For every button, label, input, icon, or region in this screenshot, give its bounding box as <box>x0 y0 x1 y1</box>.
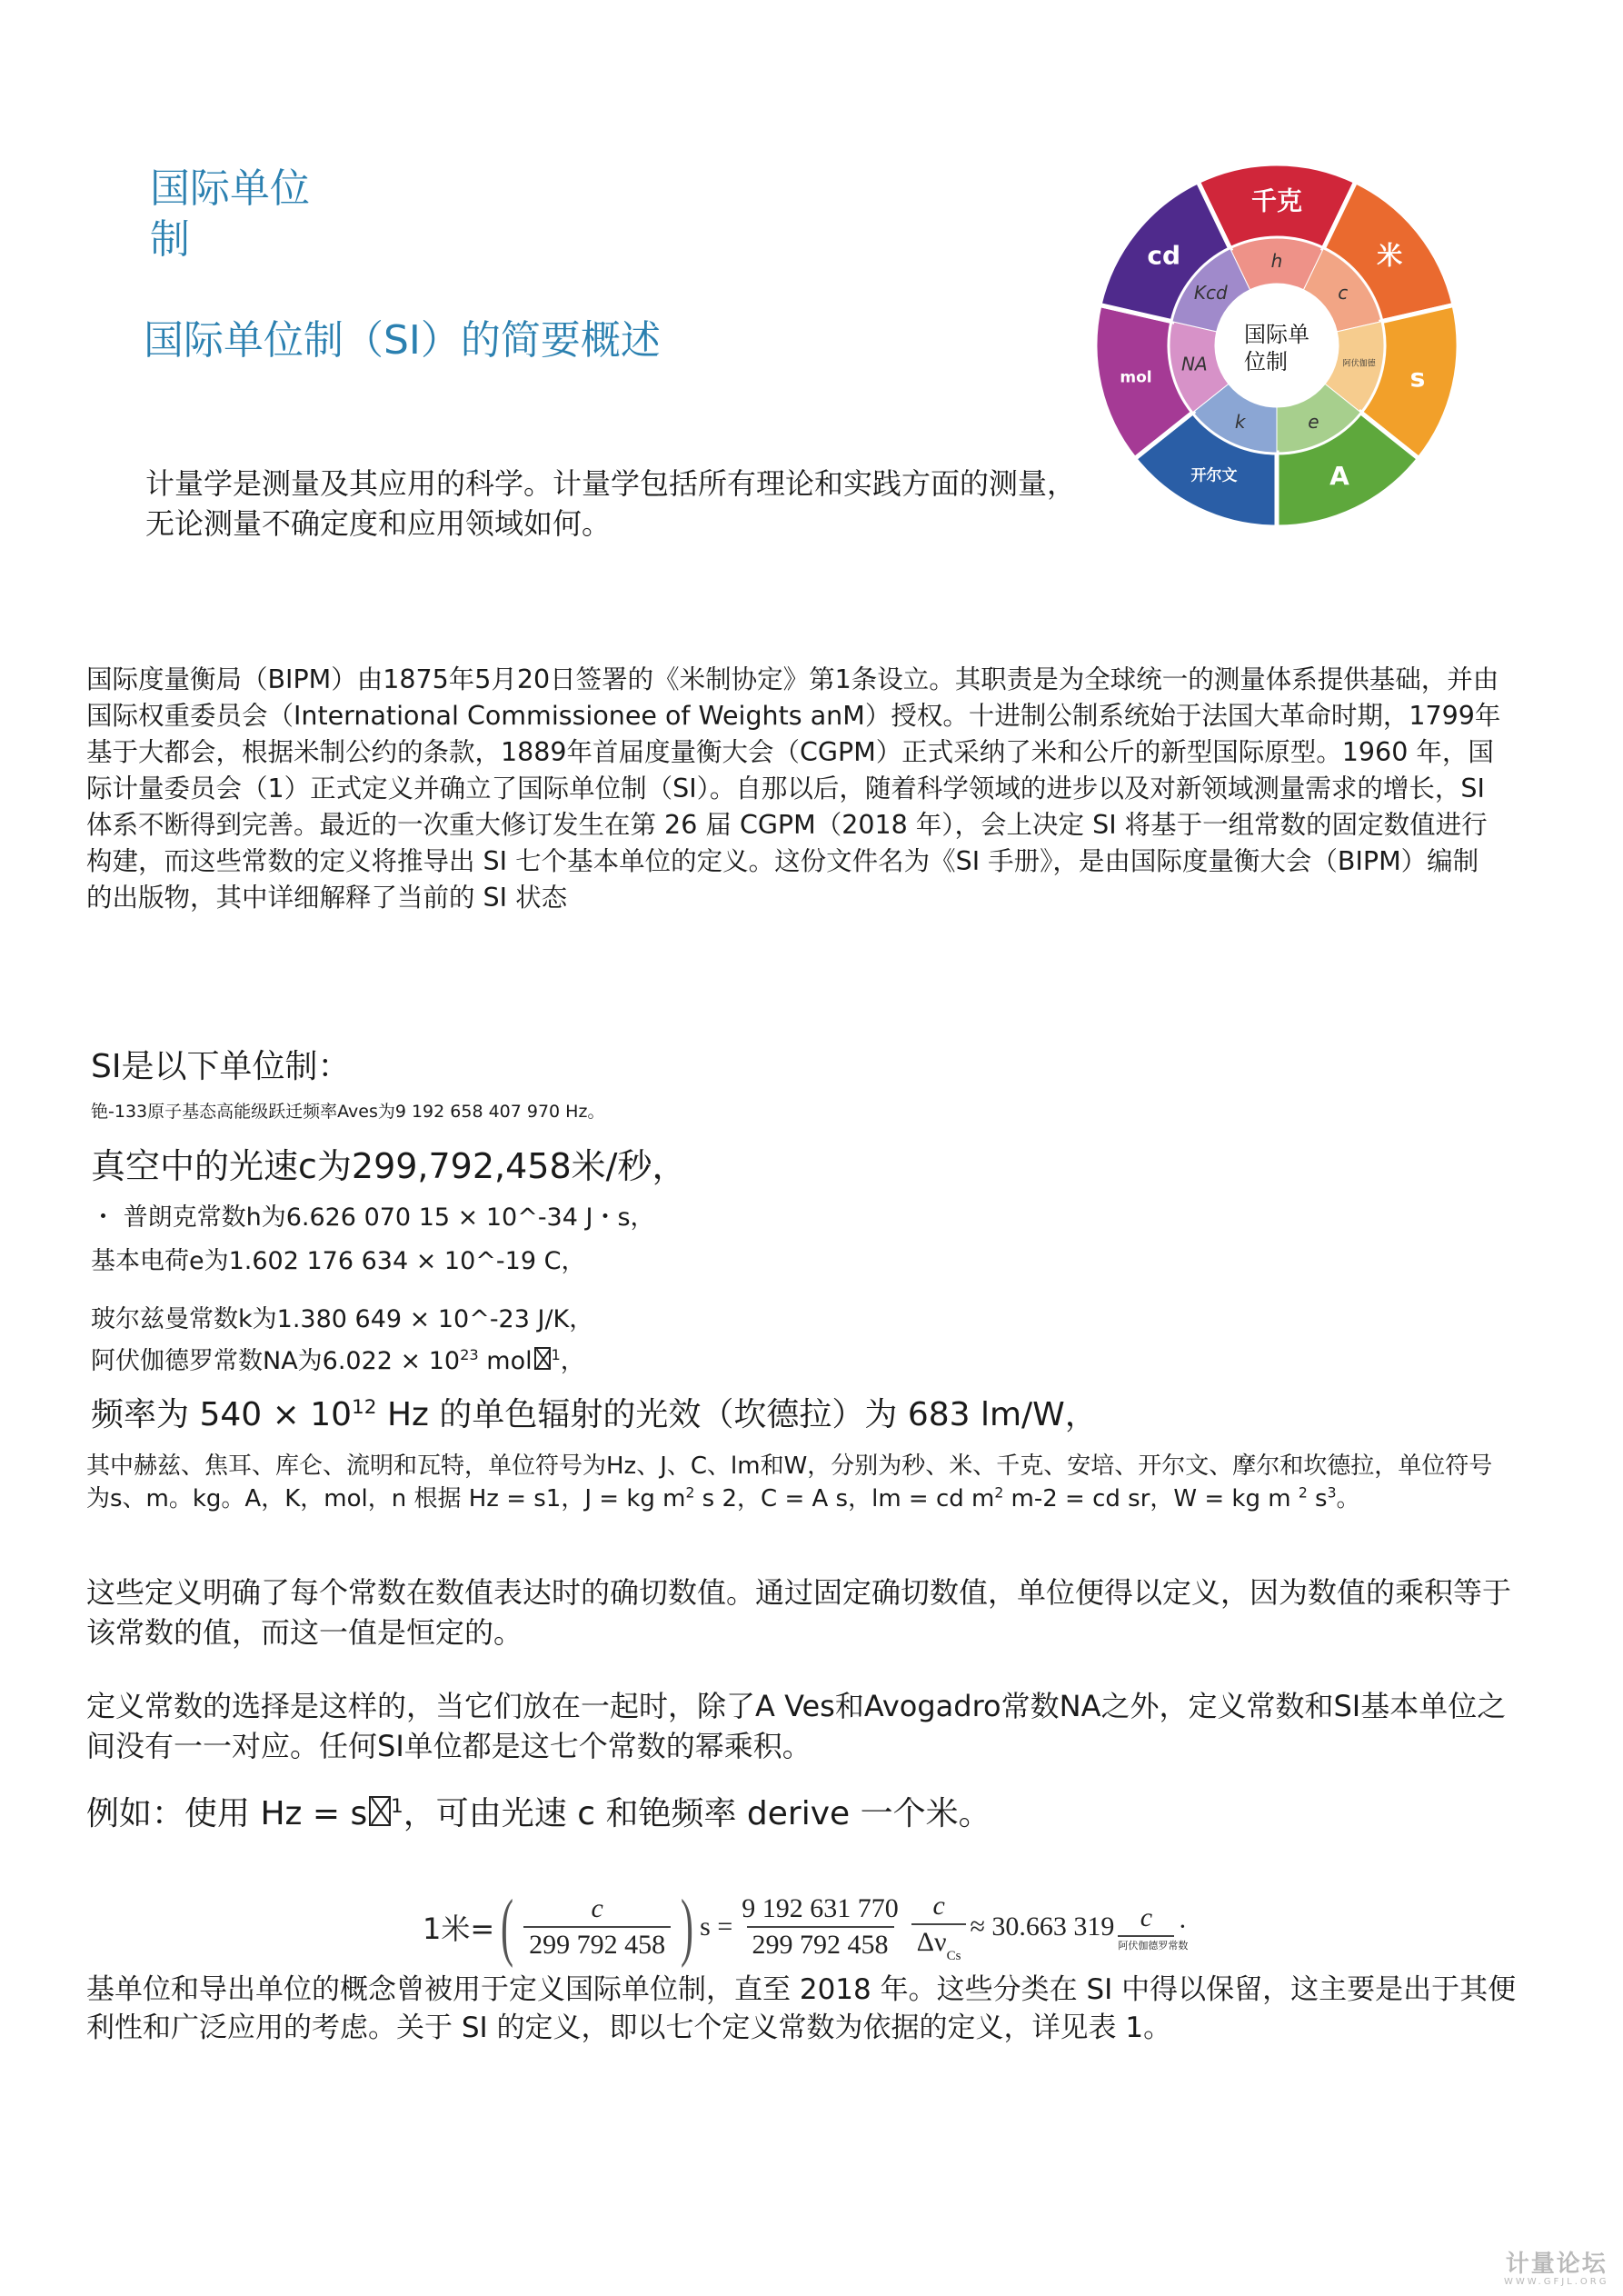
units-exp-4: 3 <box>1327 1484 1337 1502</box>
luminous-exponent: 12 <box>352 1396 377 1419</box>
wheel-constant-label: NA <box>1181 353 1208 375</box>
units-exp-3: 2 <box>1298 1484 1308 1502</box>
avogadro-unit: mol <box>478 1347 533 1375</box>
units-text-a: 其中赫兹、焦耳、库仑、流明和瓦特，单位符号为Hz、J、C、lm和W，分别为秒、米、千克、安培、开尔文、摩尔和坎德拉，单位符号为s、m。kg。A，K，mol，n 根据 Hz = s1，J = kg m <box>86 1452 1493 1512</box>
units-text-b: s 2，C = A s，lm = cd m <box>694 1485 995 1512</box>
missing-glyph-icon <box>369 1796 391 1826</box>
avogadro-unit-exponent: 1 <box>551 1346 561 1363</box>
delta-nu: Δν <box>916 1926 947 1957</box>
watermark-cn: 计量论坛 <box>1505 2251 1608 2278</box>
fraction-3-numerator: c <box>932 1890 945 1921</box>
base-units-paragraph: 基单位和导出单位的概念曾被用于定义国际单位制，直至 2018 年。这些分类在 SI 中得以保留，这主要是出于其便利性和广泛应用的考虑。关于 SI 的定义，即以七个定义常数为依据的定义，详见表 1。 <box>86 1973 1517 2044</box>
wheel-unit-label: 开尔文 <box>1190 466 1238 485</box>
fraction-4-denominator: 阿伏伽德罗常数 <box>1118 1935 1174 1952</box>
intro-paragraph: 计量学是测量及其应用的科学。计量学包括所有理论和实践方面的测量，无论测量不确定度和应用领域如何。 <box>145 466 1077 541</box>
wheel-unit-label: A <box>1329 460 1349 491</box>
fraction-1-denominator: 299 792 458 <box>523 1926 671 1961</box>
wheel-center-label: 国际单 <box>1244 322 1309 347</box>
fraction-2-numerator: 9 192 631 770 <box>742 1893 899 1923</box>
formula-approx: ≈ 30.663 319 <box>970 1912 1115 1942</box>
cesium-definition: 铯-133原子基态高能级跃迁频率Aves为9 192 658 407 970 Hz。 <box>91 1102 605 1122</box>
example-line <box>86 1791 991 1838</box>
wheel-unit-label: 米 <box>1377 240 1403 271</box>
si-definition-heading: SI是以下单位制： <box>91 1048 351 1085</box>
watermark-logo <box>1504 2251 1608 2287</box>
wheel-unit-label: 千克 <box>1250 185 1303 216</box>
fraction-2-denominator: 299 792 458 <box>747 1926 894 1961</box>
planck-definition: ・ 普朗克常数h为6.626 070 15 × 10^-34 J・s， <box>91 1203 655 1232</box>
watermark-url: WWW.GFJL.ORG <box>1504 2277 1609 2287</box>
units-text-e: 。 <box>1336 1485 1360 1512</box>
left-paren: ( <box>501 1884 514 1969</box>
formula-end: · <box>1178 1912 1188 1942</box>
units-explanation <box>86 1450 1504 1515</box>
wheel-unit-label: s <box>1409 362 1426 393</box>
fraction-3-denominator <box>911 1923 967 1964</box>
si-units-wheel <box>1090 159 1463 532</box>
wheel-constant-label: e <box>1308 410 1319 433</box>
cs-subscript: Cs <box>946 1948 961 1963</box>
fraction-3 <box>911 1891 967 1964</box>
units-text-c: m-2 = cd sr，W = kg m <box>1003 1485 1299 1512</box>
example-suffix: ，可由光速 c 和铯频率 derive 一个米。 <box>403 1795 991 1832</box>
constant-choice-paragraph: 定义常数的选择是这样的，当它们放在一起时，除了A Ves和Avogadro常数NA之外，定义常数和SI基本单位之间没有一一对应。任何SI单位都是这七个常数的幂乘积。 <box>86 1689 1507 1763</box>
right-paren: ) <box>681 1884 694 1969</box>
wheel-unit-label: cd <box>1147 240 1181 271</box>
fraction-4-numerator: c <box>1140 1902 1153 1932</box>
units-text-d: s <box>1307 1485 1328 1512</box>
fraction-1-numerator: c <box>591 1893 603 1923</box>
avogadro-end: ， <box>560 1347 585 1375</box>
light-speed-definition: 真空中的光速c为299,792,458米/秒， <box>91 1146 687 1186</box>
bipm-paragraph: 国际度量衡局（BIPM）由1875年5月20日签署的《米制协定》第1条设立。其职责是为全球统一的测量体系提供基础，并由国际权重委员会（International Commissionee of Weights anM）授权。十进制公制系统始于法国大革命时期，1799年基于大都会，根据米制公约的条款，1889年首届度量衡大会（CGPM）正式采纳了米和公斤的新型国际原型。1960 年，国际计量委员会（1）正式定义并确立了国际单位制（SI）。自那以后，随着科学领域的进步以及对新领域测量需求的增长，SI 体系不断得到完善。最近的一次重大修订发生在第 26 届 CGPM（2018 年），会上决定 SI 将基于一组常数的固定数值进行构建，而这些常数的定义将推导出 SI 七个基本单位的定义。这份文件名为《SI 手册》，是由国际度量衡大会（BIPM）编制的出版物，其中详细解释了当前的 SI 状态 <box>86 664 1501 913</box>
wheel-unit-label: mol <box>1120 368 1152 387</box>
exact-values-paragraph: 这些定义明确了每个常数在数值表达时的确切数值。通过固定确切数值，单位便得以定义，因为数值的乘积等于该常数的值，而这一值是恒定的。 <box>86 1575 1512 1650</box>
wheel-constant-label: c <box>1338 282 1349 304</box>
page-title: 国际单位制 <box>150 165 310 263</box>
wheel-constant-label: k <box>1234 410 1246 433</box>
units-exp-2: 2 <box>994 1484 1004 1502</box>
luminous-suffix: Hz 的单色辐射的光效（坎德拉）为 683 lm/W， <box>376 1396 1098 1433</box>
luminous-text: 频率为 540 × 10 <box>91 1396 353 1433</box>
wheel-constant-label: h <box>1270 250 1283 272</box>
page-subtitle: 国际单位制（SI）的简要概述 <box>144 317 661 364</box>
formula-s-equals: s = <box>700 1912 733 1942</box>
fraction-2 <box>736 1893 904 1961</box>
avogadro-exponent: 23 <box>460 1346 479 1363</box>
wheel-center-label: 位制 <box>1244 349 1288 374</box>
example-prefix: 例如：使用 Hz = s <box>86 1795 368 1832</box>
wheel-constant-label: 阿伏伽德 <box>1342 359 1376 369</box>
charge-definition: 基本电荷e为1.602 176 634 × 10^-19 C， <box>91 1247 586 1275</box>
fraction-4 <box>1118 1902 1189 1952</box>
units-exp-1: 2 <box>685 1484 695 1502</box>
meter-formula <box>423 1886 1187 1968</box>
fraction-1 <box>523 1893 671 1961</box>
avogadro-text: 阿伏伽德罗常数NA为6.022 × 10 <box>91 1347 461 1375</box>
luminous-efficacy-definition <box>91 1393 1098 1438</box>
example-exponent: 1 <box>391 1795 403 1818</box>
avogadro-definition <box>91 1343 585 1380</box>
wheel-constant-label: Kcd <box>1193 282 1228 304</box>
formula-lhs: 1米= <box>423 1912 495 1946</box>
boltzmann-definition: 玻尔兹曼常数k为1.380 649 × 10^-23 J/K， <box>91 1305 594 1333</box>
missing-glyph-icon <box>534 1347 552 1371</box>
